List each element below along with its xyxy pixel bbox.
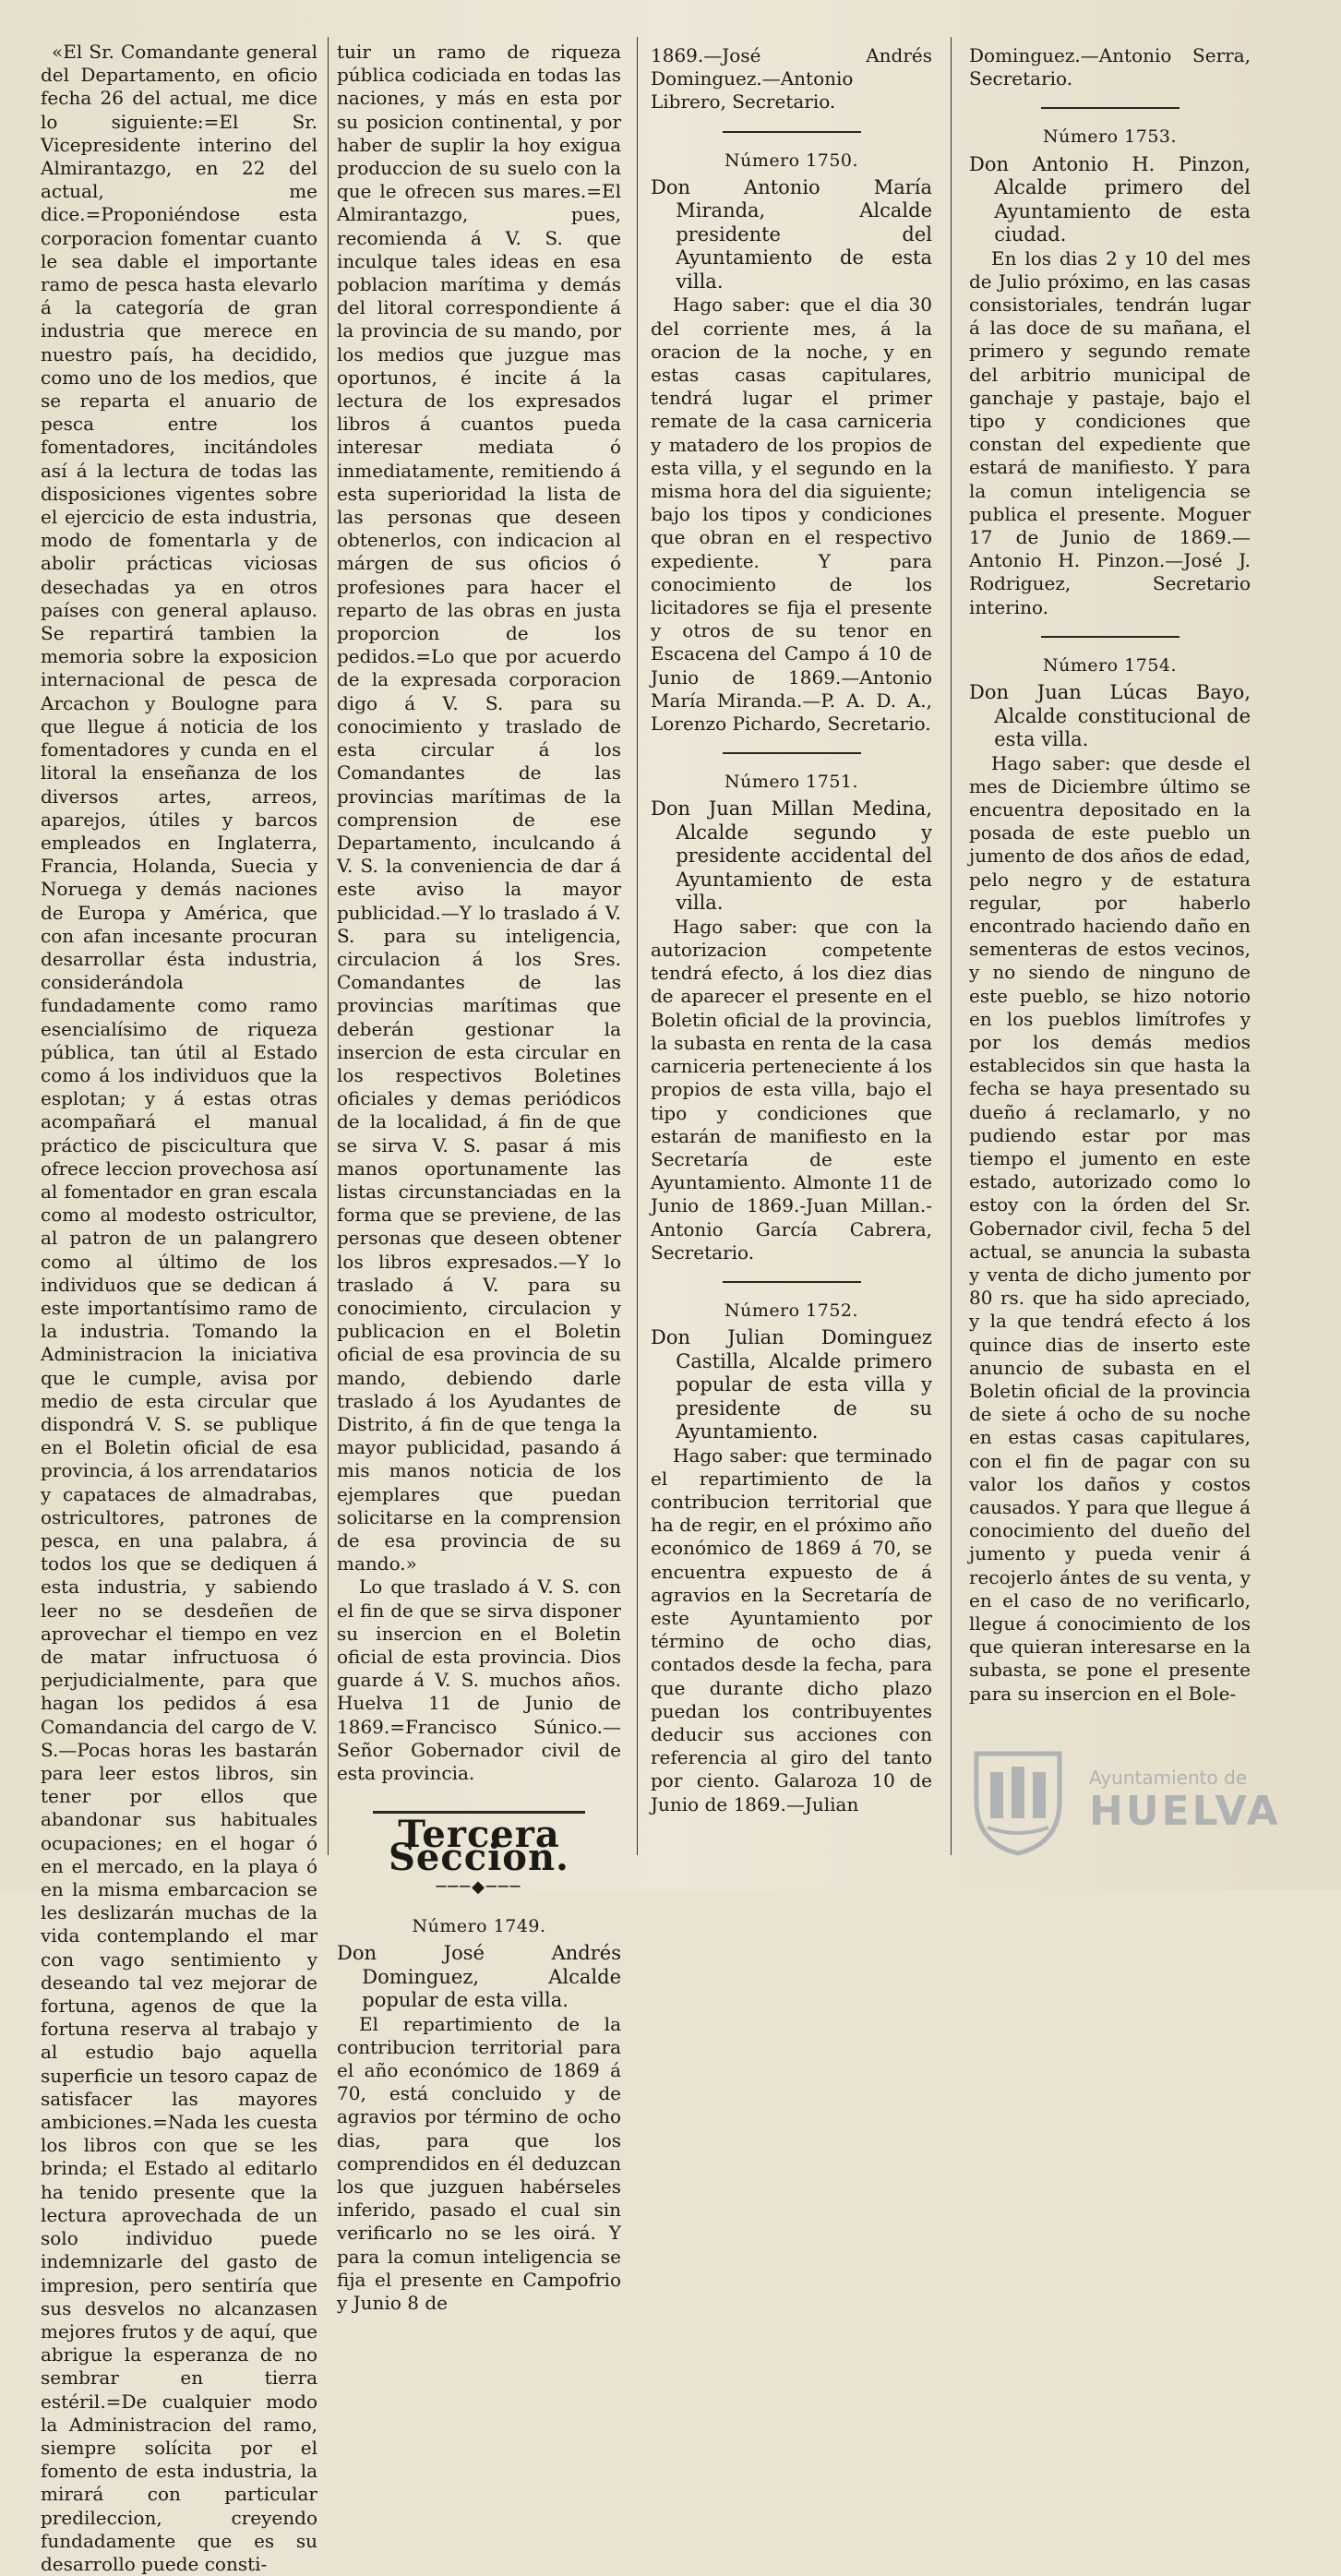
column-2 [337, 41, 621, 2314]
watermark-line-1: Ayuntamiento de [1089, 1767, 1248, 1789]
notice-heading: Don Julian Dominguez Castilla, Alcalde primero popular de esta villa y presidente de su Ayuntamiento. [651, 1326, 932, 1444]
column-1 [41, 41, 317, 2575]
notice-text: En los dias 2 y 10 del mes de Julio próximo, en las casas consistoriales, tendrán lugar á las doce de su mañana, el primero y segundo remate del arbitrio municipal de ganchaje y pastaje, bajo el tipo y condiciones que constan del expediente que estará de manifiesto. Y para la comun inteligencia se publica el presente. Moguer 17 de Junio de 1869.—Antonio H. Pinzon.—José J. Rodriguez, Secretario interino. [969, 246, 1251, 618]
notice-text: Hago saber: que con la autorizacion competente tendrá efecto, á los diez dias de aparecer el presente en el Boletin oficial de la provincia, la subasta en renta de la casa carniceria perteneciente á los propios de esta villa, bajo el tipo y condiciones que estarán de manifiesto en la Secretaría de este Ayuntamiento. Almonte 11 de Junio de 1869.-Juan Millan.-Antonio García Cabrera, Secretario. [651, 915, 932, 1264]
notice-heading: Don Juan Lúcas Bayo, Alcalde constitucional de esta villa. [969, 681, 1251, 751]
notice-number: Número 1753. [1042, 126, 1178, 148]
column-4 [969, 44, 1251, 1853]
notice-text: Hago saber: que el dia 30 del corriente mes, á la oracion de la noche, y en estas casas capitulares, tendrá lugar el primer remate de la casa carniceria y matadero de los propios de esta villa, y el segundo en la misma hora del dia siguiente; bajo los tipos y condiciones que obran en el respectivo expediente. Y para conocimiento de los licitadores se fija el presente y otros de su tenor en Escacena del Campo á 10 de Junio de 1869.—Antonio María Miranda.—P. A. D. A., Lorenzo Pichardo, Secretario. [651, 294, 932, 735]
notice-number: Número 1754. [1042, 654, 1178, 676]
watermark-line-2: HUELVA [1089, 1788, 1281, 1835]
ornament: ───◆─── [436, 1876, 522, 1897]
notice-text: Hago saber: que desde el mes de Diciembre último se encuentra depositado en la posada de este pueblo un jumento de dos años de edad, pelo negro y de estatura regular, por haberlo encontrado haciendo daño en sementeras de estos vecinos, y no siendo de ninguno de este pueblo, se hizo notorio en los pueblos limítrofes y por los demás medios establecidos sin que hasta la fecha se haya presentado su dueño á reclamarlo, y no pudiendo estar por mas tiempo el jumento en este estado, autorizado como lo estoy con la órden del Sr. Gobernador civil, fecha 5 del actual, se anuncia la subasta y venta de dicho jumento por 80 rs. que ha sido apreciado, y la que tendrá efecto á los quince dias de inserto este anuncio de subasta en el Boletin oficial de la provincia de siete á ocho de su noche en estas casas capitulares, con el fin de pagar con su valor los daños y costos causados. Y para que llegue á conocimiento del dueño del jumento y pueda venir á recojerlo ántes de su venta, y en el caso de no verificarlo, llegue á conocimiento de los que quieran interesarse en la subasta, se pone el presente para su insercion en el Bole- [969, 751, 1251, 1705]
notice-heading: Don Juan Millan Medina, Alcalde segundo y presidente accidental del Ayuntamiento de esta villa. [651, 797, 932, 915]
column-3 [651, 44, 932, 1853]
notice-text: El repartimiento de la contribucion territorial para el año económico de 1869 á 70, está concluido y de agravios por término de ocho dias, para que los comprendidos en él deduzcan los que juzguen habérseles inferido, pasado el cual sin verificarlo no se les oirá. Y para la comun inteligencia se fija el presente en Campofrio y Junio 8 de [337, 2012, 621, 2314]
column-divider [328, 37, 329, 1855]
notice-text-continued: Dominguez.—Antonio Serra, Secretario. [969, 44, 1251, 90]
notice-rule [1041, 107, 1179, 109]
notice-number: Número 1751. [724, 772, 859, 793]
notice-text: Hago saber: que terminado el repartimiento de la contribucion territorial que ha de regir, en el próximo año económico de 1869 á 70, se encuentra expuesto de á agravios en la Secretaría de este Ayuntamiento por término de ocho dias, contados desde la fecha, para que durante dicho plazo puedan los contribuyentes deducir sus acciones con referencia al giro del tanto por ciento. Galaroza 10 de Junio de 1869.—Julian [651, 1444, 932, 1815]
circular-closing: Lo que traslado á V. S. con el fin de que se sirva disponer su insercion en el Boletin oficial de esta provincia. Dios guarde á V. S. muchos años. Huelva 11 de Junio de 1869.=Francisco Súnico.—Señor Gobernador civil de esta provincia. [337, 1576, 621, 1785]
notice-text-continued: 1869.—José Andrés Dominguez.—Antonio Librero, Secretario. [651, 44, 932, 114]
circular-text-continued: tuir un ramo de riqueza pública codiciada en todas las naciones, y más en esta por su posicion continental, y por haber de suplir la hoy exigua produccion de su suelo con la que le ofrecen sus mares.=El Almirantazgo, pues, recomienda á V. S. que inculque tales ideas en esa poblacion marítima y demás del litoral correspondiente á la provincia de su mando, por los medios que juzgue mas oportunos, é incite á la lectura de los expresados libros á cuantos pueda interesar mediata ó inmediatamente, remitiendo á esta superioridad la lista de las personas que deseen obtenerlos, con indicacion al márgen de sus oficios ó profesiones para hacer el reparto de las obras en justa proporcion de los pedidos.=Lo que por acuerdo de la expresada corporacion digo á V. S. para su conocimiento y traslado de esta circular á los Comandantes de las provincias marítimas de la comprension de ese Departamento, inculcando á V. S. la conveniencia de dar á este aviso la mayor publicidad.—Y lo traslado á V. S. para su inteligencia, circulacion á los Sres. Comandantes de las provincias marítimas que deberán gestionar la insercion de esta circular en los respectivos Boletines oficiales y demas periódicos de la localidad, á fin de que se sirva V. S. pasar á mis manos oportunamente las listas circunstanciadas en la forma que se previene, de las personas que deseen obtener los libros expresados.—Y lo traslado á V. para su conocimiento, circulacion y publicacion en el Boletin oficial de esa provincia de su mando, debiendo darle traslado á los Ayudantes de Distrito, á fin de que tenga la mayor publicidad, pasando á mis manos noticia de los ejemplares que puedan solicitarse en la comprension de esa provincia de su mando.» [337, 41, 621, 1576]
notice-number: Número 1749. [412, 1915, 546, 1936]
circular-text: «El Sr. Comandante general del Departamento, en oficio fecha 26 del actual, me dice lo siguiente:=El Sr. Vicepresidente interino del Almirantazgo, en 22 del actual, me dice.=Proponiéndose esta corporacion fomentar cuanto le sea dable el importante ramo de pesca hasta elevarlo á la categoría de gran industria que merece en nuestro país, ha decidido, como uno de los medios, que se reparta el anuario de pesca entre los fomentadores, incitándoles así á la lectura de todas las disposiciones vigentes sobre el ejercicio de esta industria, modo de fomentarla y de abolir prácticas viciosas desechadas ya en otros países con general aplauso. Se repartirá tambien la memoria sobre la exposicion internacional de pesca de Arcachon y Boulogne para que llegue á noticia de los fomentadores y cunda en el litoral la enseñanza de los diversos artes, arreos, aparejos, útiles y barcos empleados en Inglaterra, Francia, Holanda, Suecia y Noruega y demás naciones de Europa y América, que con afan incesante procuran desarrollar ésta industria, considerándola fundadamente como ramo esencialísimo de riqueza pública, tan útil al Estado como á los individuos que la esplotan; y á estas otras acompañará el manual práctico de piscicultura que ofrece leccion provechosa así al fomentador en gran escala como al modesto ostricultor, al patron de un palangrero como al último de los individuos que se dedican á este importantísimo ramo de la industria. Tomando la Administracion la iniciativa que le cumple, avisa por medio de esta circular que dispondrá V. S. se publique en el Boletin oficial de esa provincia, á los arrendatarios y capataces de almadrabas, ostricultores, patrones de pesca, en una palabra, á todos los que se dediquen á esta industria, y sabiendo leer no se desdeñen de aprovechar el tiempo en vez de matar infructuosa ó perjudicialmente, para que hagan los pedidos á esa Comandancia del cargo de V. S.—Pocas horas les bastarán para leer estos libros, sin tener por ellos que abandonar sus habituales ocupaciones; en el hogar ó en el mercado, en la playa ó en la misma embarcacion se les deslizarán muchas de la vida contemplando el mar con vago sentimiento y deseando tal vez mejorar de fortuna, agenos de que la fortuna reserva al trabajo y al estudio bajo aquella superficie un tesoro capaz de satisfacer las mayores ambiciones.=Nada les cuesta los libros con que se les brinda; el Estado al editarlo ha tenido presente que la lectura aprovechada de un solo individuo puede indemnizarle del gasto de impresion, pero sentiría que sus desvelos no alcanzasen mejores frutos y de aquí, que abrigue la esperanza de no sembrar en tierra estéril.=De cualquier modo la Administracion del ramo, siempre solícita por el fomento de esta industria, la mirará con particular predileccion, creyendo fundadamente que es su desarrollo puede consti- [41, 41, 317, 2575]
archive-watermark [967, 1746, 1299, 1866]
notice-number: Número 1750. [724, 150, 859, 171]
notice-rule [723, 752, 861, 754]
column-divider [951, 37, 952, 1855]
section-title: Tercera Seccion. [389, 1813, 569, 1880]
notice-rule [723, 1281, 861, 1283]
column-divider [637, 37, 638, 1855]
notice-rule [1041, 636, 1179, 638]
notice-heading: Don Antonio María Miranda, Alcalde presidente del Ayuntamiento de esta villa. [651, 175, 932, 293]
notice-heading: Don Antonio H. Pinzon, Alcalde primero del Ayuntamiento de esta ciudad. [969, 152, 1251, 246]
notice-rule [723, 131, 861, 133]
notice-number: Número 1752. [724, 1300, 859, 1321]
notice-heading: Don José Andrés Dominguez, Alcalde popular de esta villa. [337, 1942, 621, 2012]
huelva-coat-of-arms-icon [967, 1746, 1069, 1857]
